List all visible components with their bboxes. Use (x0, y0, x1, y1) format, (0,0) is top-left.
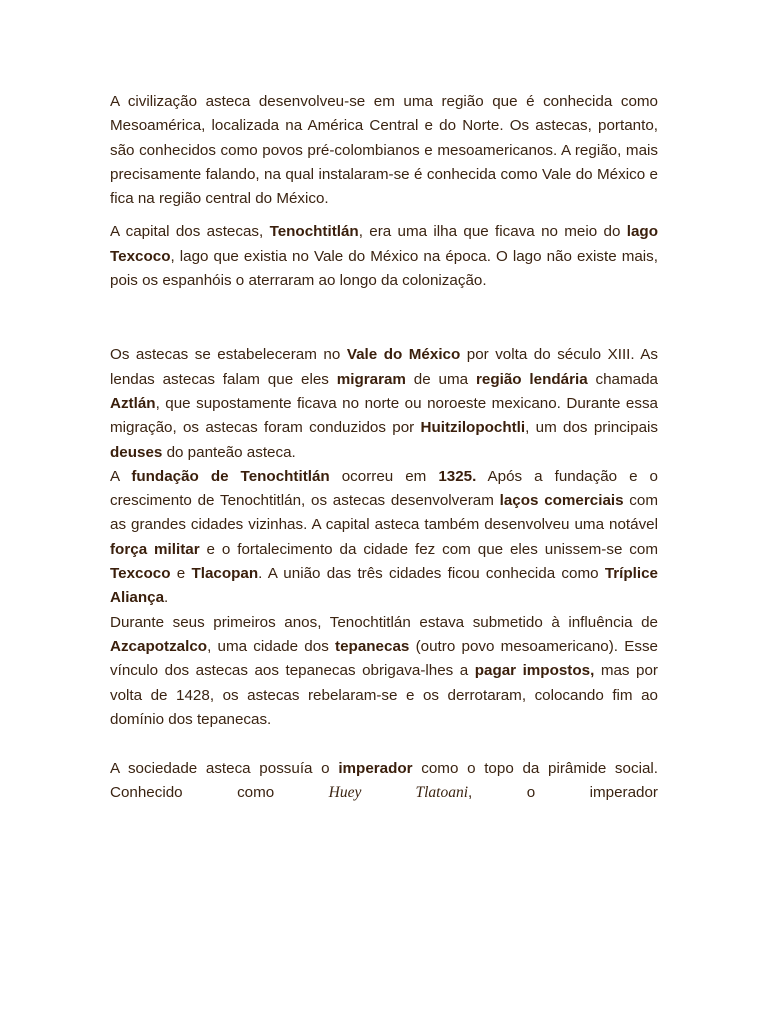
text: do panteão asteca. (162, 443, 296, 461)
bold-term: lago Texcoco (110, 223, 658, 265)
bold-term: Texcoco (110, 565, 171, 583)
bold-term: Huitzilopochtli (420, 419, 526, 437)
bold-term: 1325. (438, 467, 477, 485)
italic-term: Huey Tlatoani (328, 784, 469, 802)
text: Após a fundação e o crescimento de Tenochtitlán, os astecas desenvolveram (110, 467, 659, 510)
text: com as grandes cidades vizinhas. A capital asteca também desenvolveu uma notável (110, 492, 658, 534)
bold-term: pagar impostos, (474, 662, 595, 680)
bold-term: região lendária (475, 370, 588, 388)
text: e (170, 565, 192, 583)
text: por volta do século XIII. As lendas astecas falam que eles (110, 346, 658, 388)
text: , que supostamente ficava no norte ou noroeste mexicano. Durante essa migração, os astecas foram conduzidos por (110, 394, 658, 437)
paragraph-5 (110, 611, 658, 732)
text: . (164, 589, 169, 607)
text: mas por volta de 1428, os astecas rebelaram-se e os derrotaram, colocando fim ao domínio dos tepanecas. (110, 662, 658, 728)
bold-term: Tríplice Aliança (110, 565, 659, 607)
text: . A união das três cidades ficou conhecida como (258, 565, 605, 583)
text: como o topo da pirâmide social. Conhecido como (110, 760, 658, 802)
bold-term: Vale do México (346, 346, 461, 364)
text: , uma cidade dos (207, 637, 336, 655)
paragraph-4 (110, 465, 658, 611)
text: , o imperador (468, 784, 658, 802)
text: , um dos principais (525, 419, 658, 437)
bold-term: força militar (110, 540, 200, 558)
text: A capital dos astecas, (110, 223, 270, 241)
text: ocorreu em (329, 467, 439, 485)
bold-term: Tenochtitlán (269, 223, 359, 241)
bold-term: imperador (338, 760, 413, 778)
text: e o fortalecimento da cidade fez com que eles unissem-se com (199, 540, 658, 558)
bold-term: Azcapotzalco (110, 637, 208, 655)
spacer (110, 732, 658, 757)
paragraph-3 (110, 343, 658, 464)
bold-term: fundação de Tenochtitlán (131, 467, 330, 485)
paragraph-1: A civilização asteca desenvolveu-se em uma região que é conhecida como Mesoamérica, localizada na América Central e do Norte. Os astecas, portanto, são conhecidos como povos pré-colombianos e mesoamericanos. A região, mais precisamente falando, na qual instalaram-se é conhecida como Vale do México e fica na região central do México. (110, 93, 658, 208)
bold-term: migraram (336, 370, 406, 388)
text: chamada (587, 370, 658, 388)
text: A (110, 467, 132, 485)
document-page (110, 90, 658, 806)
text: , lago que existia no Vale do México na época. O lago não existe mais, pois os espanhóis o aterraram ao longo da colonização. (110, 247, 658, 290)
text: Os astecas se estabeleceram no (110, 346, 347, 364)
spacer (110, 293, 658, 343)
paragraph-2 (110, 220, 658, 293)
paragraph-6 (110, 757, 658, 806)
bold-term: deuses (110, 443, 163, 461)
bold-term: Aztlán (110, 394, 156, 412)
text: A sociedade asteca possuía o (110, 760, 339, 778)
bold-term: tepanecas (335, 637, 410, 655)
text: (outro povo mesoamericano). Esse vínculo dos astecas aos tepanecas obrigava-lhes a (110, 637, 659, 680)
bold-term: Tlacopan (191, 565, 259, 583)
text: de uma (405, 370, 476, 388)
text: , era uma ilha que ficava no meio do (358, 223, 627, 241)
text: Durante seus primeiros anos, Tenochtitlán estava submetido à influência de (110, 613, 658, 631)
bold-term: laços comerciais (499, 492, 624, 510)
